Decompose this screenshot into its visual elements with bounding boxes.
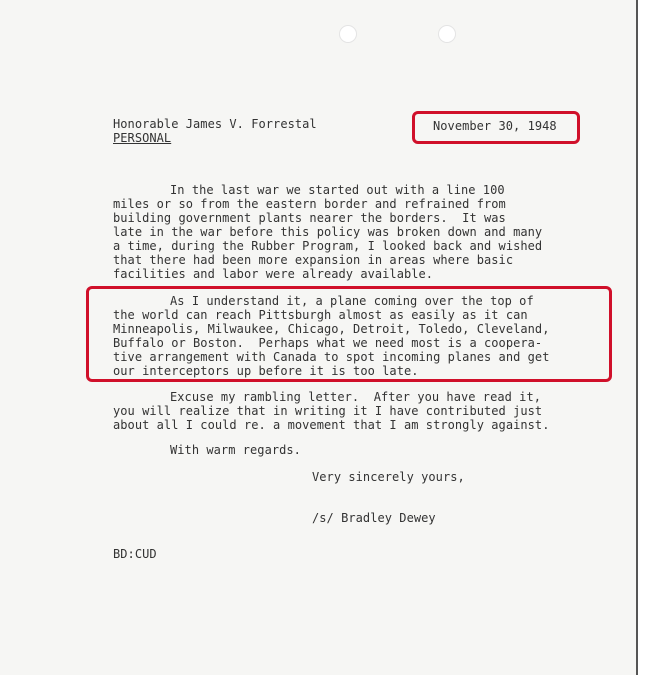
paragraph-2-line: As I understand it, a plane coming over the top of — [170, 294, 534, 308]
regards-line: With warm regards. — [170, 443, 301, 457]
paragraph-2-line: tive arrangement with Canada to spot incoming planes and get — [113, 350, 550, 364]
paragraph-1-line: a time, during the Rubber Program, I looked back and wished — [113, 239, 543, 253]
signature-line: /s/ Bradley Dewey — [312, 511, 436, 525]
paragraph-highlight-box — [86, 286, 612, 382]
paragraph-3-line: Excuse my rambling letter. After you have read it, — [170, 390, 542, 404]
date-highlight-box — [412, 111, 580, 144]
closing-line: Very sincerely yours, — [312, 470, 465, 484]
punch-hole — [339, 25, 357, 43]
paragraph-1-line: building government plants nearer the borders. It was — [113, 211, 506, 225]
paragraph-1-line: that there had been more expansion in areas where basic — [113, 253, 514, 267]
punch-hole — [438, 25, 456, 43]
paragraph-1-line: miles or so from the eastern border and refrained from — [113, 197, 506, 211]
paragraph-1-line: In the last war we started out with a line 100 — [170, 183, 505, 197]
paragraph-3-line: about all I could re. a movement that I am strongly against. — [113, 418, 550, 432]
paragraph-2-line: our interceptors up before it is too late. — [113, 364, 419, 378]
paragraph-3-line: you will realize that in writing it I have contributed just — [113, 404, 543, 418]
typist-initials: BD:CUD — [113, 547, 157, 561]
scan-margin — [638, 0, 647, 675]
paragraph-1-line: late in the war before this policy was broken down and many — [113, 225, 543, 239]
personal-label: PERSONAL — [113, 131, 172, 145]
recipient-name: Honorable James V. Forrestal — [113, 117, 317, 131]
paragraph-2-line: Minneapolis, Milwaukee, Chicago, Detroit, Toledo, Cleveland, — [113, 322, 550, 336]
paragraph-2-line: Buffalo or Boston. Perhaps what we need most is a coopera- — [113, 336, 543, 350]
letter-date: November 30, 1948 — [433, 119, 557, 133]
paragraph-1-line: facilities and labor were already available. — [113, 267, 434, 281]
paragraph-2-line: the world can reach Pittsburgh almost as easily as it can — [113, 308, 528, 322]
